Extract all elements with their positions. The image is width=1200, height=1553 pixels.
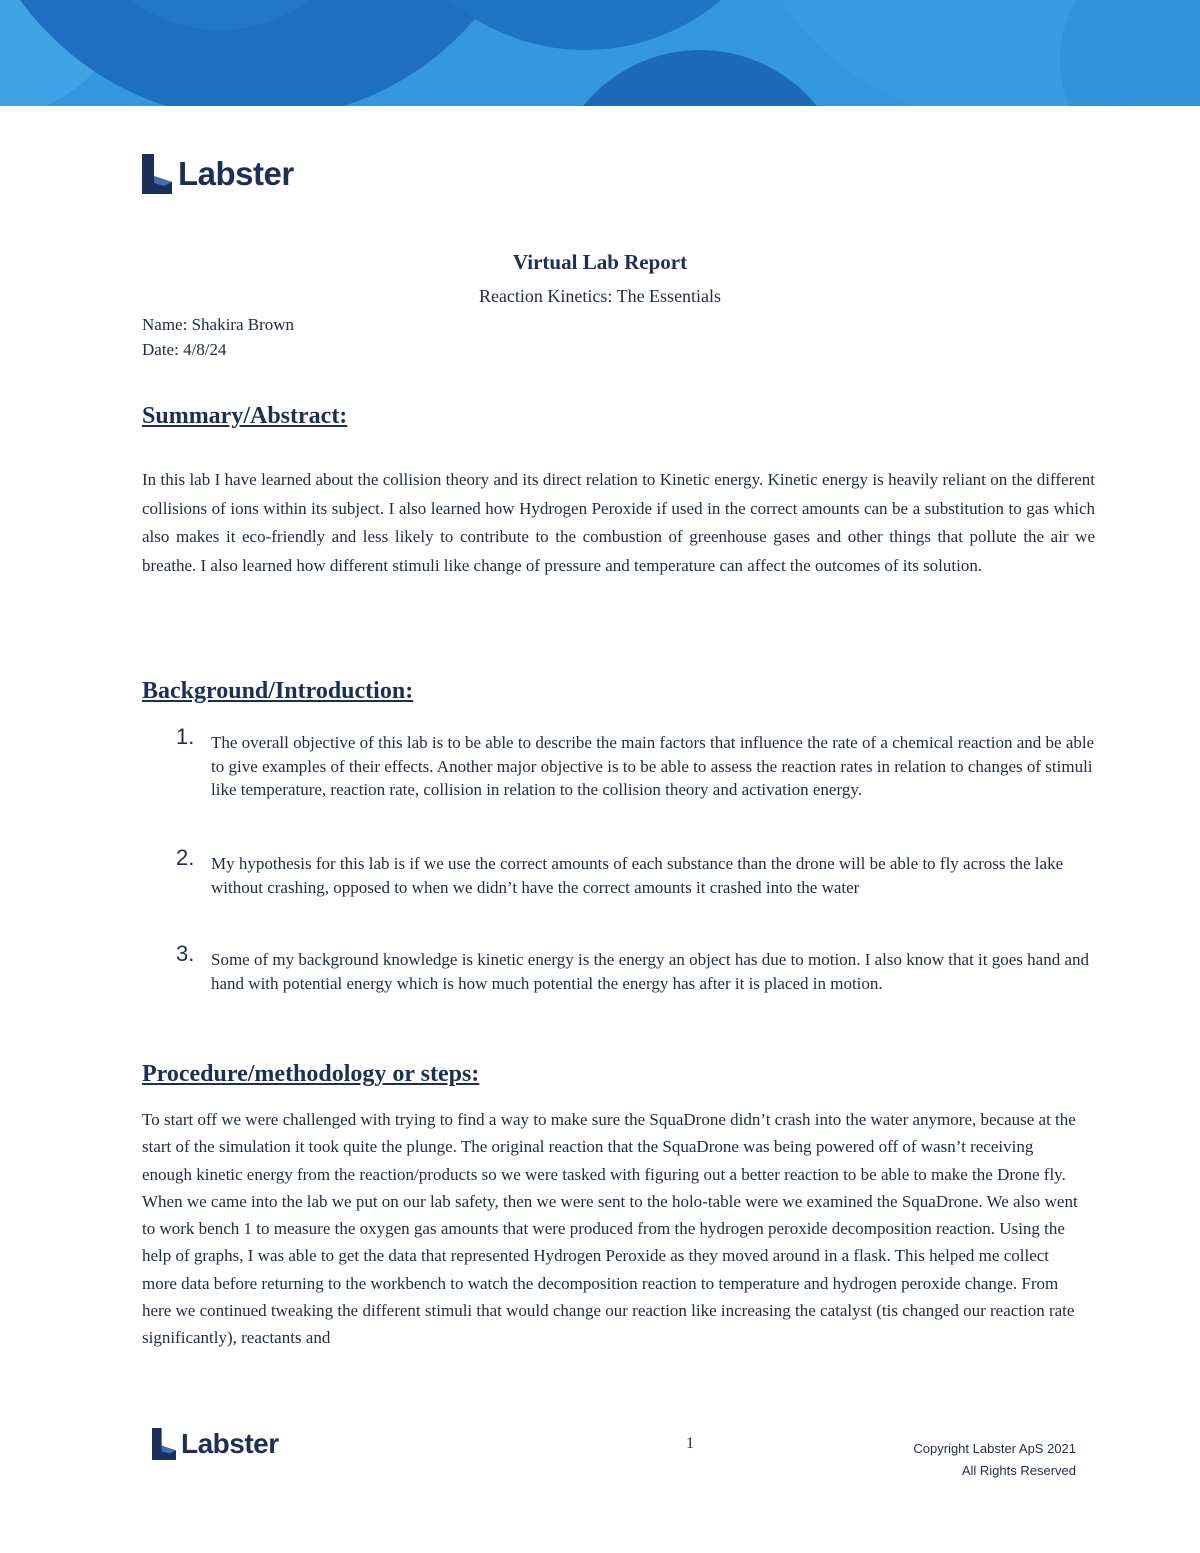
background-list-item-1 bbox=[142, 724, 1095, 802]
list-item-text: Some of my background knowledge is kinetic energy is the energy an object has due to motion. I also know that it goes hand and hand with potential energy which is how much potential the energy has after it is placed in motion. bbox=[211, 950, 1089, 993]
list-number: 2. bbox=[176, 845, 195, 870]
footer-logo bbox=[152, 1428, 279, 1460]
copyright-text: Copyright Labster ApS 2021 bbox=[913, 1441, 1076, 1456]
rights-text: All Rights Reserved bbox=[961, 1463, 1076, 1478]
background-list-item-2 bbox=[142, 845, 1095, 899]
banner-graphic bbox=[0, 0, 1200, 106]
background-list-item-3 bbox=[142, 941, 1095, 995]
list-item-text: My hypothesis for this lab is if we use the correct amounts of each substance than the drone will be able to fly across the lake without crashing, opposed to when we didn’t have the correct amounts it crashed into the water bbox=[211, 854, 1064, 897]
labster-logo-icon bbox=[142, 154, 172, 194]
header-logo bbox=[142, 154, 294, 194]
header-banner bbox=[0, 0, 1200, 106]
header-logo-text: Labster bbox=[178, 155, 294, 192]
page-number: 1 bbox=[686, 1435, 694, 1452]
procedure-heading: Procedure/methodology or steps: bbox=[142, 1061, 480, 1087]
summary-text: In this lab I have learned about the collision theory and its direct relation to Kinetic energy. Kinetic energy is heavily reliant on the different collisions of ions within its subject. I also learned how Hydrogen Peroxide if used in the correct amounts can be a substitution to gas which also makes it eco-friendly and less likely to contribute to the combustion of greenhouse gases and other things that pollute the air we breathe. I also learned how different stimuli like change of pressure and temperature can affect the outcomes of its solution. bbox=[142, 470, 1095, 575]
report-date: Date: 4/8/24 bbox=[142, 340, 227, 359]
footer-logo-text: Labster bbox=[181, 1428, 279, 1459]
list-item-text: The overall objective of this lab is to be able to describe the main factors that influence the rate of a chemical reaction and be able to give examples of their effects. Another major objective is to be able to assess the reaction rates in relation to changes of stimuli like temperature, reaction rate, collision in relation to the collision theory and activation energy. bbox=[211, 733, 1095, 799]
list-number: 1. bbox=[176, 724, 195, 749]
background-heading: Background/Introduction: bbox=[142, 678, 414, 704]
student-name: Name: Shakira Brown bbox=[142, 315, 295, 334]
list-number: 3. bbox=[176, 941, 195, 966]
labster-logo-icon bbox=[152, 1428, 176, 1460]
report-title: Virtual Lab Report bbox=[512, 250, 688, 274]
procedure-text: To start off we were challenged with trying to find a way to make sure the SquaDrone didn’t crash into the water anymore, because at the start of the simulation it took quite the plunge. The original reaction that the SquaDrone was being powered off of wasn’t receiving enough kinetic energy from the reaction/products so we were tasked with figuring out a better reaction to be able to make the Drone fly. When we came into the lab we put on our lab safety, then we were sent to the holo-table were we examined the SquaDrone. We also went to work bench 1 to measure the oxygen gas amounts that were produced from the hydrogen peroxide decomposition reaction. Using the help of graphs, I was able to get the data that represented Hydrogen Peroxide as they moved around in a flask. This helped me collect more data before returning to the workbench to watch the decomposition reaction to temperature and hydrogen peroxide change. From here we continued tweaking the different stimuli that would change our reaction like increasing the catalyst (tis changed our reaction rate significantly), reactants and bbox=[142, 1110, 1078, 1348]
summary-heading: Summary/Abstract: bbox=[142, 403, 348, 429]
footer-copyright-block bbox=[913, 1438, 1076, 1482]
report-subtitle: Reaction Kinetics: The Essentials bbox=[478, 286, 722, 306]
